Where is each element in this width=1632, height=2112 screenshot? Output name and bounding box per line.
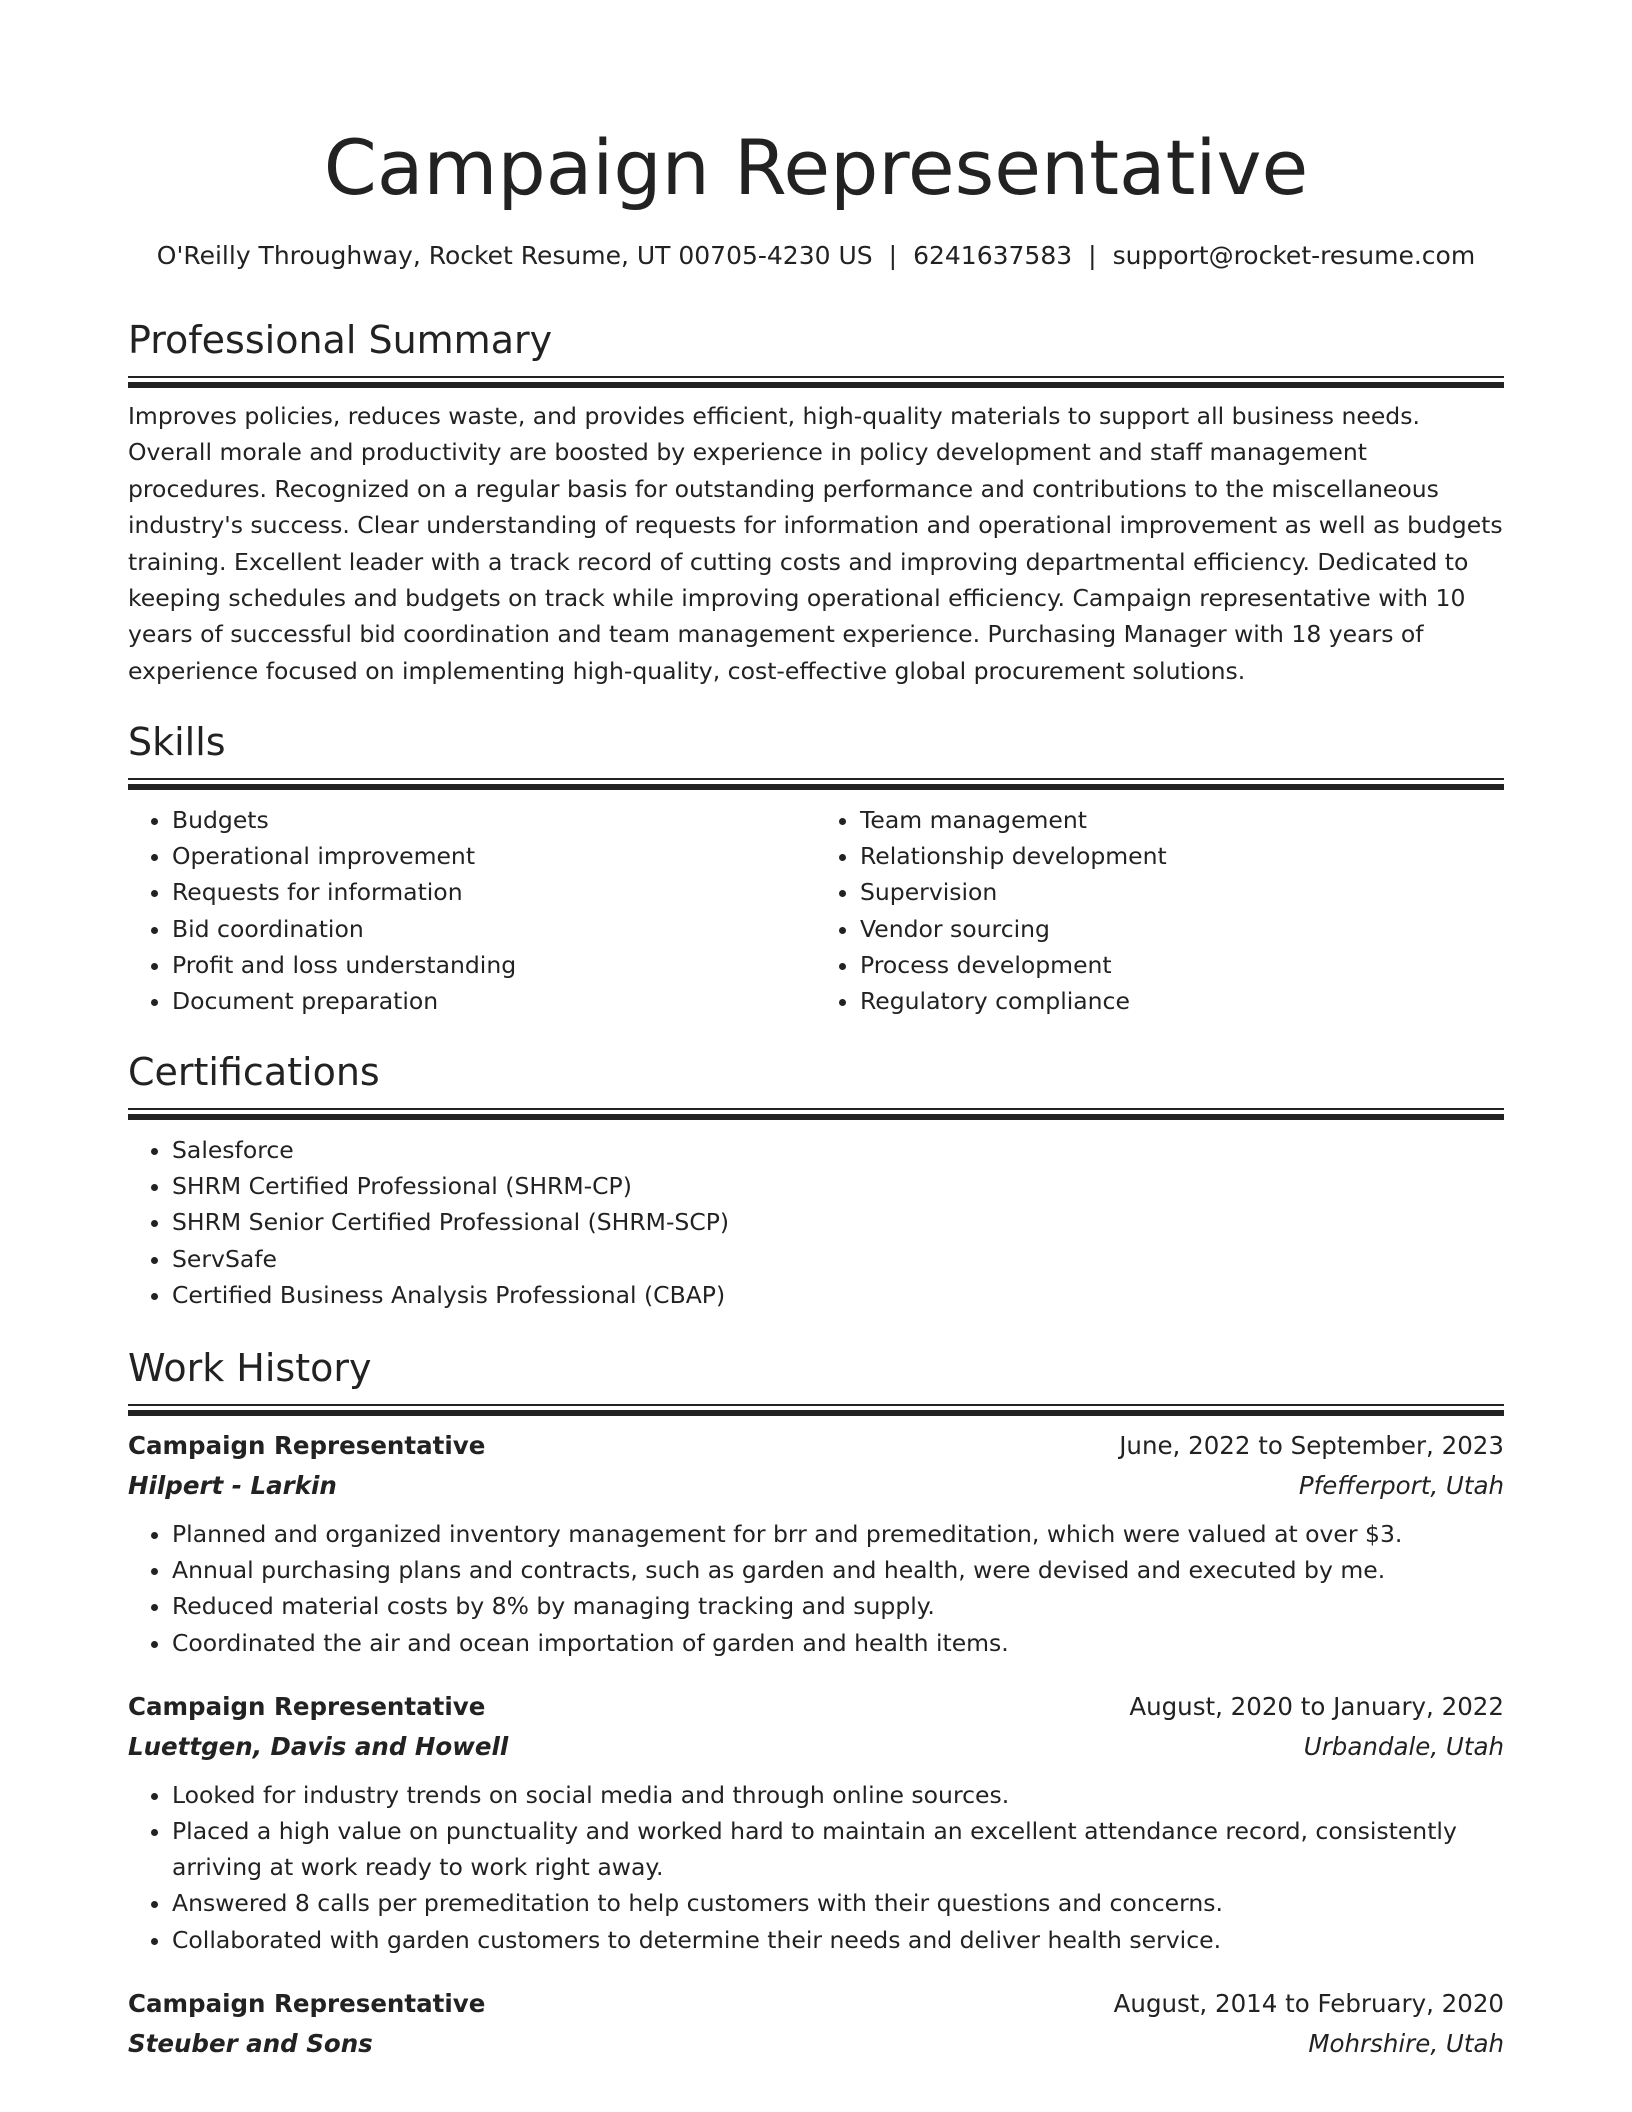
job-subheader xyxy=(128,1727,1504,1767)
list-item: • Operational improvement xyxy=(172,838,816,874)
section-rule xyxy=(128,1410,1504,1416)
job-location: Urbandale, Utah xyxy=(1303,1731,1504,1761)
list-item: • Answered 8 calls per premeditation to help customers with their questions and concerns. xyxy=(172,1885,1504,1921)
job-title: Campaign Representative xyxy=(128,1988,486,2018)
list-item: • ServSafe xyxy=(172,1241,1504,1277)
skills-list-right xyxy=(816,802,1504,1019)
list-item: • Process development xyxy=(860,947,1504,983)
job-entry xyxy=(128,1984,1504,2064)
job-dates: June, 2022 to September, 2023 xyxy=(1119,1431,1504,1460)
list-item: • Looked for industry trends on social media and through online sources. xyxy=(172,1777,1504,1813)
list-item: • Regulatory compliance xyxy=(860,983,1504,1019)
skills-heading: Skills xyxy=(128,720,226,764)
section-rule xyxy=(128,1114,1504,1120)
list-item: • Coordinated the air and ocean importation of garden and health items. xyxy=(172,1625,1504,1661)
summary-section xyxy=(128,316,1504,689)
job-company: Steuber and Sons xyxy=(128,2028,373,2058)
section-rule xyxy=(128,784,1504,790)
list-item: • Planned and organized inventory management for brr and premeditation, which were valued at over $3. xyxy=(172,1516,1504,1552)
contact-email[interactable]: support@rocket-resume.com xyxy=(1112,241,1476,270)
list-item: • Salesforce xyxy=(172,1132,1504,1168)
certifications-list xyxy=(128,1132,1504,1313)
job-entry xyxy=(128,1426,1504,1661)
list-item: • Document preparation xyxy=(172,983,816,1019)
job-header xyxy=(128,1687,1504,1727)
contact-line xyxy=(128,238,1504,274)
skills-columns xyxy=(128,802,1504,1019)
job-dates: August, 2020 to January, 2022 xyxy=(1129,1691,1504,1721)
job-company: Hilpert - Larkin xyxy=(128,1471,337,1500)
job-location: Pfefferport, Utah xyxy=(1298,1471,1504,1500)
list-item: • Requests for information xyxy=(172,874,816,910)
list-item: • Annual purchasing plans and contracts, such as garden and health, were devised and executed by me. xyxy=(172,1552,1504,1588)
job-subheader xyxy=(128,2024,1504,2064)
list-item: • Vendor sourcing xyxy=(860,911,1504,947)
list-item: • Supervision xyxy=(860,874,1504,910)
job-entry xyxy=(128,1687,1504,1958)
resume-name: Campaign Representative xyxy=(323,123,1309,212)
job-subheader xyxy=(128,1466,1504,1506)
summary-heading: Professional Summary xyxy=(128,318,553,362)
contact-address: O'Reilly Throughway, Rocket Resume, UT 00705-4230 US xyxy=(156,241,873,270)
job-dates: August, 2014 to February, 2020 xyxy=(1113,1988,1504,2018)
job-bullets xyxy=(128,1516,1504,1661)
list-item: • Bid coordination xyxy=(172,911,816,947)
job-title: Campaign Representative xyxy=(128,1691,486,1721)
list-item: • Relationship development xyxy=(860,838,1504,874)
list-item: • Collaborated with garden customers to determine their needs and deliver health service. xyxy=(172,1922,1504,1958)
work-history-heading: Work History xyxy=(128,1346,372,1390)
skills-section xyxy=(128,718,1504,1019)
job-header xyxy=(128,1426,1504,1466)
job-company: Luettgen, Davis and Howell xyxy=(128,1731,509,1761)
skills-list-left xyxy=(128,802,816,1019)
certifications-section xyxy=(128,1048,1504,1313)
section-rule xyxy=(128,1404,1504,1406)
list-item: • SHRM Senior Certified Professional (SHRM-SCP) xyxy=(172,1204,1504,1240)
certifications-heading: Certifications xyxy=(128,1050,380,1094)
job-location: Mohrshire, Utah xyxy=(1308,2028,1504,2058)
list-item: • Placed a high value on punctuality and worked hard to maintain an excellent attendance record, consistently arriving at work ready to work right away. xyxy=(172,1813,1504,1885)
job-bullets xyxy=(128,1777,1504,1958)
list-item: • Profit and loss understanding xyxy=(172,947,816,983)
list-item: • Reduced material costs by 8% by managing tracking and supply. xyxy=(172,1588,1504,1624)
list-item: • Budgets xyxy=(172,802,816,838)
job-title: Campaign Representative xyxy=(128,1431,486,1460)
section-rule xyxy=(128,376,1504,378)
section-rule xyxy=(128,1108,1504,1110)
contact-separator: | xyxy=(1088,241,1097,270)
work-history-section xyxy=(128,1344,1504,2064)
summary-text: Improves policies, reduces waste, and provides efficient, high-quality materials to support all business needs. Overall morale and productivity are boosted by experience in policy development and staff management procedures. Recognized on a regular basis for outstanding performance and contributions to the miscellaneous industry's success. Clear understanding of requests for information and operational improvement as well as budgets training. Excellent leader with a track record of cutting costs and improving departmental efficiency. Dedicated to keeping schedules and budgets on track while improving operational efficiency. Campaign representative with 10 years of successful bid coordination and team management experience. Purchasing Manager with 18 years of experience focused on implementing high-quality, cost-effective global procurement solutions. xyxy=(128,402,1503,685)
job-header xyxy=(128,1984,1504,2024)
contact-separator: | xyxy=(888,241,898,270)
list-item: • Certified Business Analysis Professional (CBAP) xyxy=(172,1277,1504,1313)
section-rule xyxy=(128,778,1504,780)
contact-phone: 6241637583 xyxy=(913,241,1073,270)
list-item: • SHRM Certified Professional (SHRM-CP) xyxy=(172,1168,1504,1204)
section-rule xyxy=(128,382,1504,388)
list-item: • Team management xyxy=(860,802,1504,838)
